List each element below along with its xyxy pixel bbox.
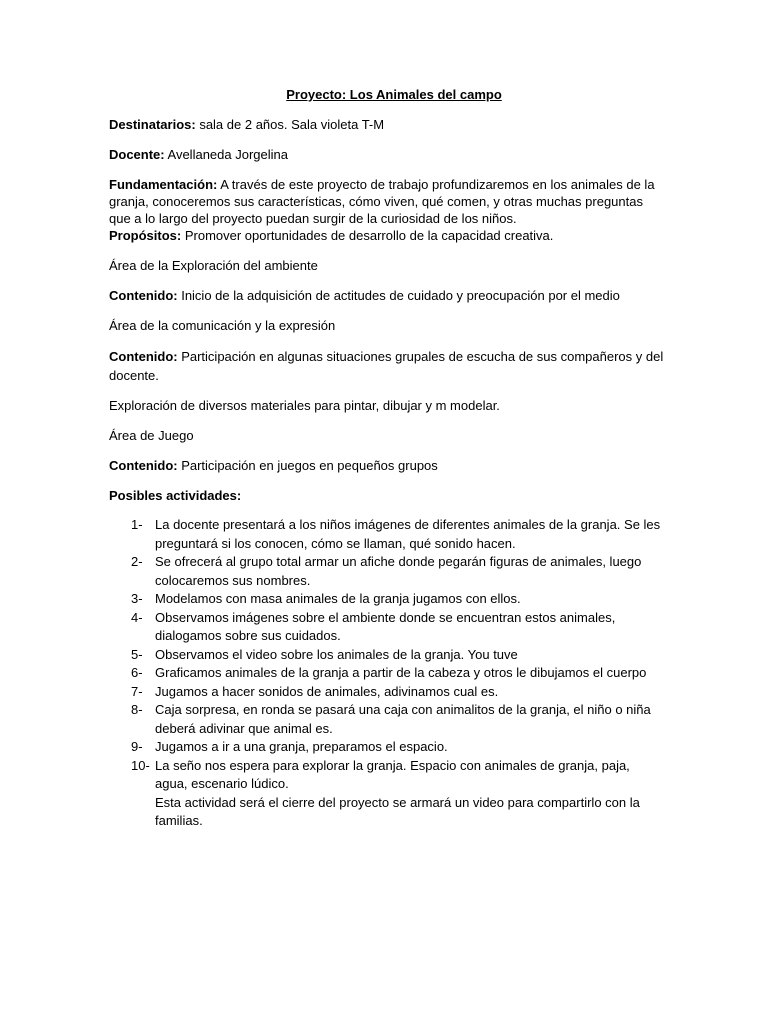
list-item-text: La seño nos espera para explorar la granja. Espacio con animales de granja, paja, agua, escenario lúdico. (155, 757, 630, 791)
list-item-text: La docente presentará a los niños imágenes de diferentes animales de la granja. Se les preguntará si los conocen, cómo se llaman, qué sonido hacen. (155, 517, 661, 551)
list-item (109, 516, 665, 553)
list-item-text: Observamos el video sobre los animales de la granja. You tuve (155, 646, 518, 662)
list-item-number: 5- (131, 646, 143, 662)
list-item (109, 664, 665, 683)
contenido-2-value: Participación en algunas situaciones grupales de escucha de sus compañeros y del docente. (109, 349, 664, 383)
list-item-number: 9- (131, 739, 143, 754)
list-item-number: 6- (131, 665, 143, 680)
area-juego-heading: Área de Juego (109, 428, 194, 443)
list-item-text: Jugamos a ir a una granja, preparamos el espacio. (155, 739, 448, 754)
list-item-text: Observamos imágenes sobre el ambiente donde se encuentran estos animales, dialogamos sobre sus cuidados. (155, 609, 616, 643)
destinatarios-label: Destinatarios: (109, 117, 196, 132)
list-item-text: Se ofrecerá al grupo total armar un afiche donde pegarán figuras de animales, luego colocaremos sus nombres. (155, 554, 642, 588)
area-exploracion-heading: Área de la Exploración del ambiente (109, 258, 318, 273)
list-item-number: 2- (131, 554, 143, 569)
contenido-1-value: Inicio de la adquisición de actitudes de cuidado y preocupación por el medio (177, 288, 620, 303)
fundamentacion-value: A través de este proyecto de trabajo profundizaremos en los animales de la granja, conoceremos sus características, cómo viven, qué comen, y otras muchas preguntas que a lo largo del proyecto puedan surgir de la curiosidad de los niños. (109, 177, 655, 226)
list-item (109, 553, 665, 590)
contenido-1-paragraph (109, 287, 665, 304)
docente-paragraph (109, 146, 665, 163)
docente-value: Avellaneda Jorgelina (164, 147, 288, 162)
document-title: Proyecto: Los Animales del campo (286, 87, 502, 102)
contenido-2-paragraph (109, 347, 665, 385)
contenido-3-paragraph (109, 457, 665, 474)
destinatarios-paragraph (109, 116, 665, 133)
list-item-text: Caja sorpresa, en ronda se pasará una caja con animalitos de la granja, el niño o niña deberá adivinar que animal es. (155, 702, 651, 736)
list-item (109, 590, 665, 609)
list-item-text: Modelamos con masa animales de la granja jugamos con ellos. (155, 591, 521, 606)
document-body (109, 86, 665, 831)
contenido-1-label: Contenido: (109, 288, 178, 303)
fundamentacion-paragraph (109, 176, 665, 227)
contenido-3-label: Contenido: (109, 458, 178, 473)
list-item (109, 646, 665, 665)
list-item-number: 3- (131, 591, 143, 606)
list-item-number: 10- (131, 757, 150, 773)
list-item (109, 738, 665, 757)
fundamentacion-label: Fundamentación: (109, 177, 218, 192)
exploracion-materiales-paragraph: Exploración de diversos materiales para pintar, dibujar y m modelar. (109, 398, 500, 413)
propositos-paragraph (109, 227, 665, 244)
posibles-actividades-label: Posibles actividades: (109, 488, 242, 503)
closing-note: Esta actividad será el cierre del proyecto se armará un video para compartirlo con la familias. (155, 794, 640, 828)
list-item (109, 683, 665, 702)
propositos-value: Promover oportunidades de desarrollo de la capacidad creativa. (181, 228, 554, 243)
activities-list (109, 516, 665, 831)
list-item-text: Graficamos animales de la granja a partir de la cabeza y otros le dibujamos el cuerpo (155, 665, 647, 680)
destinatarios-value: sala de 2 años. Sala violeta T-M (195, 117, 385, 132)
list-item-text: Jugamos a hacer sonidos de animales, adivinamos cual es. (155, 683, 499, 699)
list-item-number: 4- (131, 609, 143, 625)
docente-label: Docente: (109, 147, 165, 162)
posibles-actividades-heading (109, 487, 665, 504)
list-item-number: 7- (131, 683, 143, 699)
contenido-3-value: Participación en juegos en pequeños grupos (177, 458, 438, 473)
area-comunicacion-heading: Área de la comunicación y la expresión (109, 318, 336, 333)
list-item (109, 609, 665, 646)
contenido-2-label: Contenido: (109, 349, 178, 364)
list-item-number: 8- (131, 702, 143, 717)
list-item-number: 1- (131, 517, 143, 532)
list-item (109, 757, 665, 831)
propositos-label: Propósitos: (109, 228, 182, 243)
list-item (109, 701, 665, 738)
